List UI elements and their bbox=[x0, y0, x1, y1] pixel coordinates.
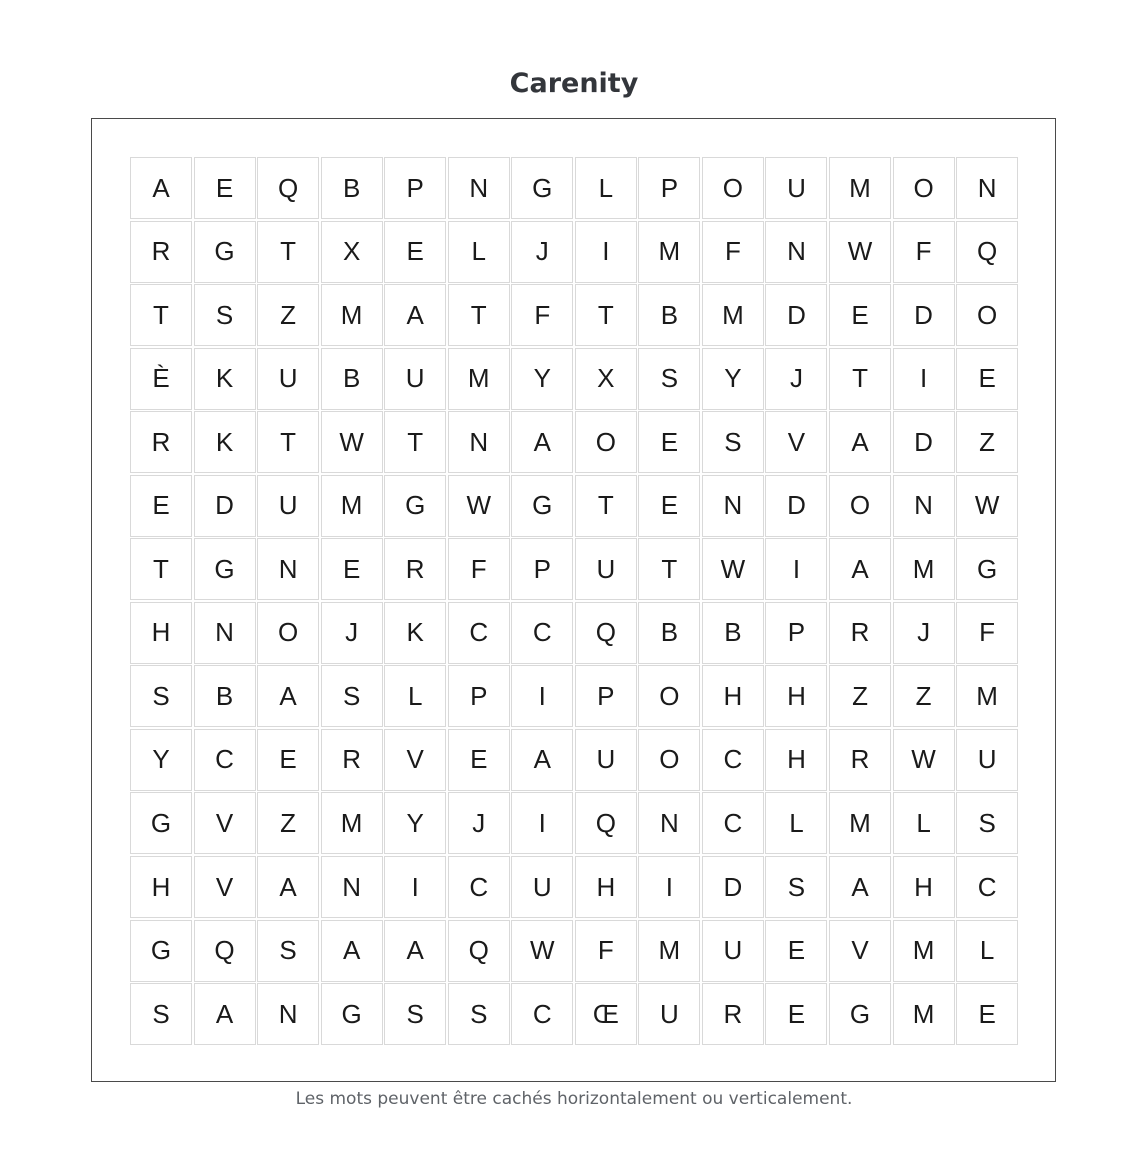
letter-cell[interactable]: F bbox=[511, 284, 573, 346]
letter-cell[interactable]: Z bbox=[257, 792, 319, 854]
letter-cell[interactable]: V bbox=[194, 792, 256, 854]
letter-cell[interactable]: M bbox=[956, 665, 1018, 727]
letter-cell[interactable]: K bbox=[384, 602, 446, 664]
letter-cell[interactable]: G bbox=[511, 475, 573, 537]
letter-cell[interactable]: G bbox=[829, 983, 891, 1045]
letter-cell[interactable]: M bbox=[638, 221, 700, 283]
letter-cell[interactable]: J bbox=[893, 602, 955, 664]
letter-cell[interactable]: T bbox=[829, 348, 891, 410]
letter-cell[interactable]: I bbox=[511, 665, 573, 727]
letter-cell[interactable]: E bbox=[194, 157, 256, 219]
letter-cell[interactable]: O bbox=[638, 729, 700, 791]
letter-cell[interactable]: D bbox=[893, 284, 955, 346]
letter-cell[interactable]: G bbox=[511, 157, 573, 219]
letter-cell[interactable]: È bbox=[130, 348, 192, 410]
letter-cell[interactable]: G bbox=[956, 538, 1018, 600]
letter-cell[interactable]: I bbox=[511, 792, 573, 854]
letter-cell[interactable]: P bbox=[575, 665, 637, 727]
letter-cell[interactable]: H bbox=[130, 602, 192, 664]
letter-cell[interactable]: V bbox=[194, 856, 256, 918]
letter-cell[interactable]: T bbox=[575, 284, 637, 346]
letter-cell[interactable]: N bbox=[956, 157, 1018, 219]
letter-cell[interactable]: H bbox=[702, 665, 764, 727]
letter-cell[interactable]: I bbox=[575, 221, 637, 283]
letter-cell[interactable]: T bbox=[575, 475, 637, 537]
letter-cell[interactable]: A bbox=[829, 411, 891, 473]
letter-cell[interactable]: F bbox=[448, 538, 510, 600]
letter-cell[interactable]: P bbox=[448, 665, 510, 727]
letter-cell[interactable]: Œ bbox=[575, 983, 637, 1045]
letter-cell[interactable]: A bbox=[321, 920, 383, 982]
letter-cell[interactable]: E bbox=[448, 729, 510, 791]
letter-cell[interactable]: L bbox=[575, 157, 637, 219]
word-search-grid bbox=[130, 157, 1018, 1045]
letter-cell[interactable]: C bbox=[511, 602, 573, 664]
letter-cell[interactable]: D bbox=[765, 284, 827, 346]
letter-cell[interactable]: S bbox=[765, 856, 827, 918]
letter-cell[interactable]: Y bbox=[384, 792, 446, 854]
letter-cell[interactable]: U bbox=[765, 157, 827, 219]
letter-cell[interactable]: W bbox=[829, 221, 891, 283]
letter-cell[interactable]: R bbox=[829, 602, 891, 664]
letter-cell[interactable]: G bbox=[194, 221, 256, 283]
letter-cell[interactable]: P bbox=[384, 157, 446, 219]
letter-cell[interactable]: U bbox=[257, 348, 319, 410]
letter-cell[interactable]: U bbox=[702, 920, 764, 982]
letter-cell[interactable]: G bbox=[130, 920, 192, 982]
letter-cell[interactable]: Q bbox=[575, 602, 637, 664]
letter-cell[interactable]: E bbox=[130, 475, 192, 537]
letter-cell[interactable]: I bbox=[384, 856, 446, 918]
letter-cell[interactable]: D bbox=[702, 856, 764, 918]
letter-cell[interactable]: A bbox=[257, 665, 319, 727]
letter-cell[interactable]: S bbox=[448, 983, 510, 1045]
letter-cell[interactable]: C bbox=[448, 856, 510, 918]
letter-cell[interactable]: O bbox=[702, 157, 764, 219]
letter-cell[interactable]: N bbox=[257, 538, 319, 600]
letter-cell[interactable]: H bbox=[575, 856, 637, 918]
letter-cell[interactable]: S bbox=[257, 920, 319, 982]
letter-cell[interactable]: W bbox=[893, 729, 955, 791]
letter-cell[interactable]: U bbox=[257, 475, 319, 537]
letter-cell[interactable]: L bbox=[765, 792, 827, 854]
letter-cell[interactable]: P bbox=[638, 157, 700, 219]
letter-cell[interactable]: E bbox=[829, 284, 891, 346]
letter-cell[interactable]: C bbox=[448, 602, 510, 664]
letter-cell[interactable]: M bbox=[448, 348, 510, 410]
letter-cell[interactable]: A bbox=[384, 920, 446, 982]
letter-cell[interactable]: T bbox=[257, 221, 319, 283]
letter-cell[interactable]: N bbox=[194, 602, 256, 664]
letter-cell[interactable]: S bbox=[956, 792, 1018, 854]
letter-cell[interactable]: E bbox=[384, 221, 446, 283]
letter-cell[interactable]: S bbox=[130, 983, 192, 1045]
letter-cell[interactable]: L bbox=[956, 920, 1018, 982]
letter-cell[interactable]: U bbox=[575, 538, 637, 600]
letter-cell[interactable]: F bbox=[702, 221, 764, 283]
letter-cell[interactable]: R bbox=[384, 538, 446, 600]
letter-cell[interactable]: J bbox=[511, 221, 573, 283]
letter-cell[interactable]: U bbox=[575, 729, 637, 791]
letter-cell[interactable]: R bbox=[702, 983, 764, 1045]
letter-cell[interactable]: O bbox=[956, 284, 1018, 346]
letter-cell[interactable]: Y bbox=[511, 348, 573, 410]
letter-cell[interactable]: Q bbox=[575, 792, 637, 854]
letter-cell[interactable]: O bbox=[638, 665, 700, 727]
letter-cell[interactable]: N bbox=[448, 157, 510, 219]
letter-cell[interactable]: U bbox=[956, 729, 1018, 791]
letter-cell[interactable]: P bbox=[511, 538, 573, 600]
letter-cell[interactable]: E bbox=[638, 475, 700, 537]
letter-cell[interactable]: L bbox=[893, 792, 955, 854]
letter-cell[interactable]: M bbox=[893, 983, 955, 1045]
letter-cell[interactable]: V bbox=[765, 411, 827, 473]
letter-cell[interactable]: M bbox=[829, 157, 891, 219]
letter-cell[interactable]: D bbox=[893, 411, 955, 473]
letter-cell[interactable]: S bbox=[321, 665, 383, 727]
letter-cell[interactable]: A bbox=[384, 284, 446, 346]
letter-cell[interactable]: M bbox=[893, 538, 955, 600]
letter-cell[interactable]: E bbox=[956, 348, 1018, 410]
letter-cell[interactable]: L bbox=[384, 665, 446, 727]
letter-cell[interactable]: N bbox=[765, 221, 827, 283]
letter-cell[interactable]: V bbox=[384, 729, 446, 791]
letter-cell[interactable]: M bbox=[638, 920, 700, 982]
letter-cell[interactable]: O bbox=[575, 411, 637, 473]
letter-cell[interactable]: U bbox=[638, 983, 700, 1045]
letter-cell[interactable]: A bbox=[829, 856, 891, 918]
letter-cell[interactable]: R bbox=[130, 411, 192, 473]
letter-cell[interactable]: W bbox=[511, 920, 573, 982]
letter-cell[interactable]: H bbox=[765, 665, 827, 727]
letter-cell[interactable]: C bbox=[194, 729, 256, 791]
letter-cell[interactable]: P bbox=[765, 602, 827, 664]
letter-cell[interactable]: X bbox=[321, 221, 383, 283]
letter-cell[interactable]: K bbox=[194, 348, 256, 410]
letter-cell[interactable]: W bbox=[321, 411, 383, 473]
letter-cell[interactable]: T bbox=[130, 538, 192, 600]
letter-cell[interactable]: R bbox=[321, 729, 383, 791]
letter-cell[interactable]: H bbox=[765, 729, 827, 791]
letter-cell[interactable]: N bbox=[638, 792, 700, 854]
letter-cell[interactable]: B bbox=[638, 602, 700, 664]
letter-cell[interactable]: M bbox=[829, 792, 891, 854]
letter-cell[interactable]: S bbox=[130, 665, 192, 727]
letter-cell[interactable]: K bbox=[194, 411, 256, 473]
letter-cell[interactable]: H bbox=[893, 856, 955, 918]
letter-cell[interactable]: Q bbox=[257, 157, 319, 219]
letter-cell[interactable]: J bbox=[448, 792, 510, 854]
letter-cell[interactable]: J bbox=[765, 348, 827, 410]
letter-cell[interactable]: L bbox=[448, 221, 510, 283]
letter-cell[interactable]: Q bbox=[194, 920, 256, 982]
letter-cell[interactable]: G bbox=[384, 475, 446, 537]
letter-cell[interactable]: G bbox=[321, 983, 383, 1045]
letter-cell[interactable]: Q bbox=[956, 221, 1018, 283]
letter-cell[interactable]: I bbox=[765, 538, 827, 600]
letter-cell[interactable]: U bbox=[511, 856, 573, 918]
letter-cell[interactable]: E bbox=[765, 920, 827, 982]
letter-cell[interactable]: S bbox=[194, 284, 256, 346]
letter-cell[interactable]: T bbox=[638, 538, 700, 600]
letter-cell[interactable]: Y bbox=[702, 348, 764, 410]
letter-cell[interactable]: Q bbox=[448, 920, 510, 982]
letter-cell[interactable]: E bbox=[257, 729, 319, 791]
letter-cell[interactable]: T bbox=[384, 411, 446, 473]
puzzle-title: Carenity bbox=[509, 68, 639, 99]
letter-cell[interactable]: E bbox=[321, 538, 383, 600]
letter-cell[interactable]: B bbox=[321, 157, 383, 219]
letter-cell[interactable]: X bbox=[575, 348, 637, 410]
letter-cell[interactable]: S bbox=[702, 411, 764, 473]
letter-cell[interactable]: E bbox=[765, 983, 827, 1045]
letter-cell[interactable]: M bbox=[321, 475, 383, 537]
letter-cell[interactable]: A bbox=[829, 538, 891, 600]
letter-cell[interactable]: I bbox=[893, 348, 955, 410]
letter-cell[interactable]: A bbox=[194, 983, 256, 1045]
letter-cell[interactable]: T bbox=[257, 411, 319, 473]
letter-cell[interactable]: C bbox=[511, 983, 573, 1045]
letter-cell[interactable]: F bbox=[893, 221, 955, 283]
letter-cell[interactable]: H bbox=[130, 856, 192, 918]
letter-cell[interactable]: B bbox=[194, 665, 256, 727]
letter-cell[interactable]: S bbox=[384, 983, 446, 1045]
letter-cell[interactable]: O bbox=[257, 602, 319, 664]
letter-cell[interactable]: Z bbox=[257, 284, 319, 346]
letter-cell[interactable]: Z bbox=[893, 665, 955, 727]
letter-cell[interactable]: W bbox=[702, 538, 764, 600]
letter-cell[interactable]: D bbox=[194, 475, 256, 537]
letter-cell[interactable]: J bbox=[321, 602, 383, 664]
letter-cell[interactable]: C bbox=[702, 792, 764, 854]
letter-cell[interactable]: Z bbox=[829, 665, 891, 727]
letter-cell[interactable]: W bbox=[956, 475, 1018, 537]
letter-cell[interactable]: A bbox=[130, 157, 192, 219]
letter-cell[interactable]: N bbox=[702, 475, 764, 537]
letter-cell[interactable]: U bbox=[384, 348, 446, 410]
letter-cell[interactable]: T bbox=[448, 284, 510, 346]
letter-cell[interactable]: G bbox=[194, 538, 256, 600]
letter-cell[interactable]: G bbox=[130, 792, 192, 854]
letter-cell[interactable]: C bbox=[956, 856, 1018, 918]
letter-cell[interactable]: I bbox=[638, 856, 700, 918]
letter-cell[interactable]: F bbox=[956, 602, 1018, 664]
letter-cell[interactable]: R bbox=[130, 221, 192, 283]
letter-cell[interactable]: Z bbox=[956, 411, 1018, 473]
instructions-text: Les mots peuvent être cachés horizontalement ou verticalement. bbox=[295, 1089, 853, 1109]
letter-cell[interactable]: N bbox=[448, 411, 510, 473]
letter-cell[interactable]: M bbox=[893, 920, 955, 982]
letter-cell[interactable]: W bbox=[448, 475, 510, 537]
letter-cell[interactable]: M bbox=[321, 792, 383, 854]
letter-cell[interactable]: M bbox=[321, 284, 383, 346]
letter-cell[interactable]: B bbox=[702, 602, 764, 664]
letter-cell[interactable]: C bbox=[702, 729, 764, 791]
letter-cell[interactable]: T bbox=[130, 284, 192, 346]
letter-cell[interactable]: O bbox=[829, 475, 891, 537]
letter-cell[interactable]: B bbox=[321, 348, 383, 410]
letter-cell[interactable]: N bbox=[321, 856, 383, 918]
letter-cell[interactable]: R bbox=[829, 729, 891, 791]
letter-cell[interactable]: E bbox=[956, 983, 1018, 1045]
letter-cell[interactable]: A bbox=[511, 729, 573, 791]
letter-cell[interactable]: M bbox=[702, 284, 764, 346]
letter-cell[interactable]: N bbox=[257, 983, 319, 1045]
letter-cell[interactable]: Y bbox=[130, 729, 192, 791]
letter-cell[interactable]: V bbox=[829, 920, 891, 982]
letter-cell[interactable]: B bbox=[638, 284, 700, 346]
letter-cell[interactable]: S bbox=[638, 348, 700, 410]
letter-cell[interactable]: F bbox=[575, 920, 637, 982]
letter-cell[interactable]: O bbox=[893, 157, 955, 219]
letter-cell[interactable]: N bbox=[893, 475, 955, 537]
letter-cell[interactable]: E bbox=[638, 411, 700, 473]
letter-cell[interactable]: D bbox=[765, 475, 827, 537]
letter-cell[interactable]: A bbox=[511, 411, 573, 473]
letter-cell[interactable]: A bbox=[257, 856, 319, 918]
